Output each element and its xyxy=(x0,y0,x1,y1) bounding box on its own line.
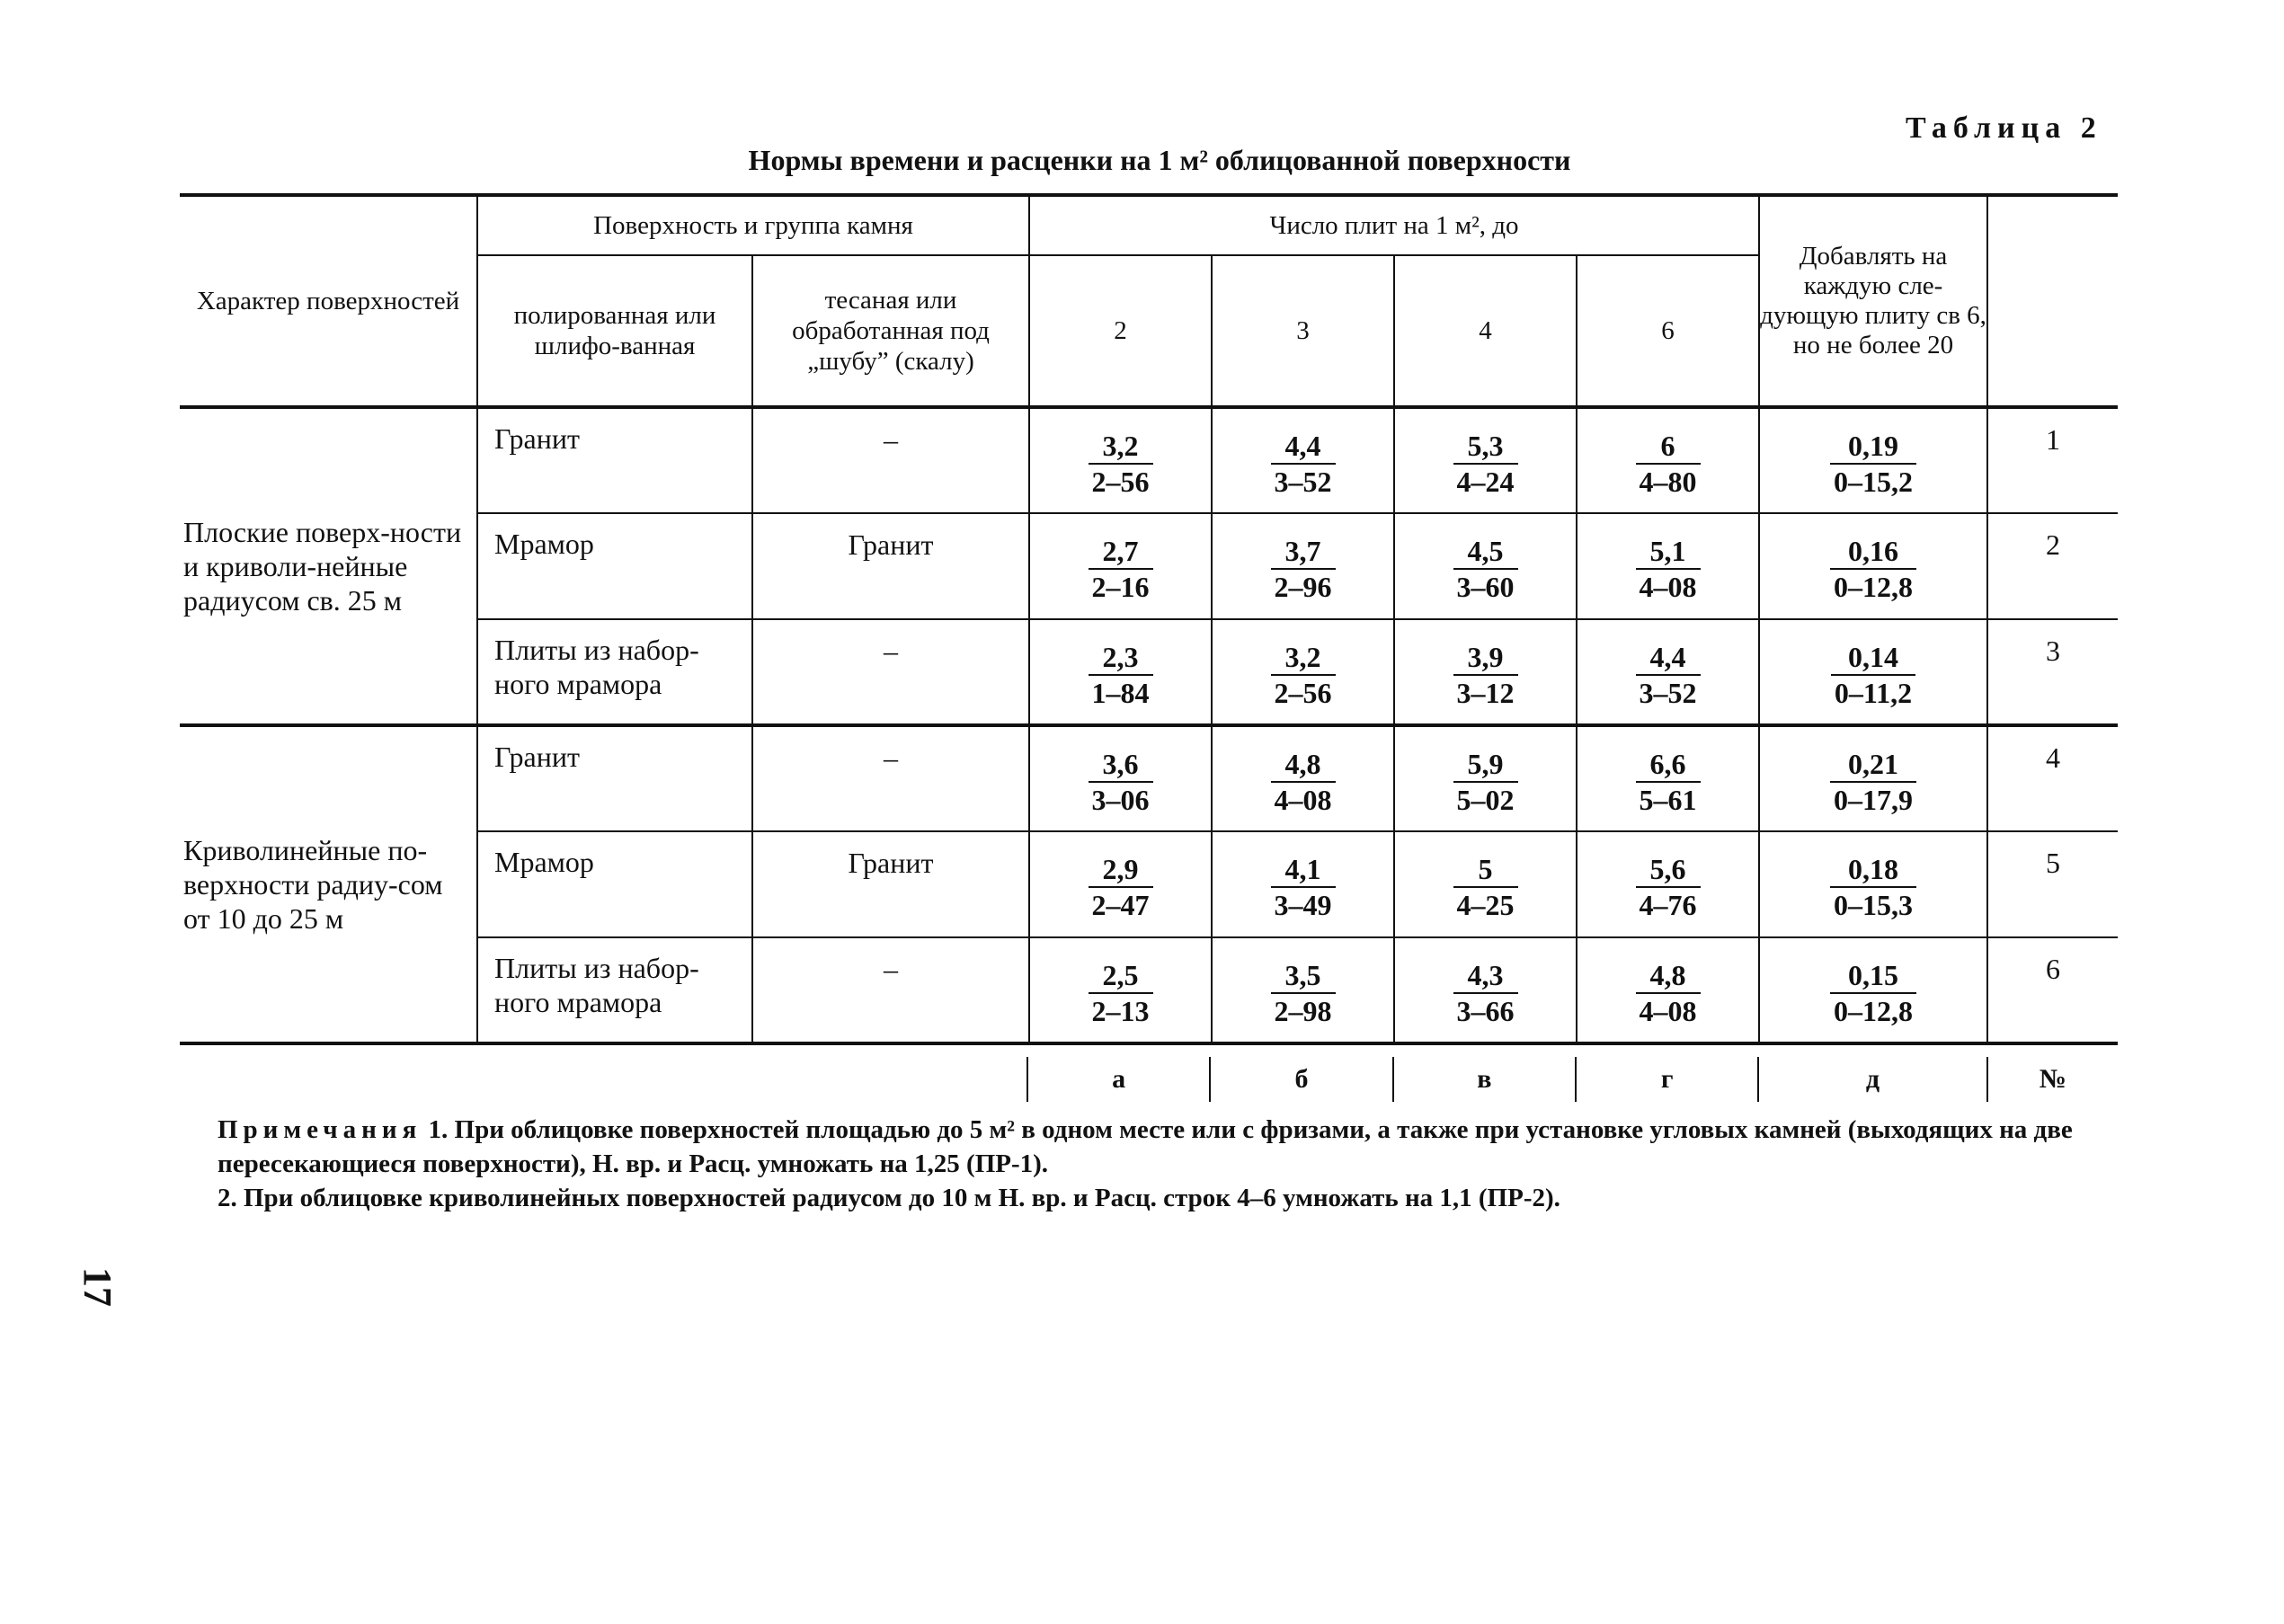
value-price: 5–02 xyxy=(1456,784,1515,816)
column-letter: а xyxy=(1027,1057,1210,1102)
value-price: 2–98 xyxy=(1274,995,1332,1027)
value-cell xyxy=(1394,937,1577,1043)
value-cell xyxy=(1577,831,1759,937)
value-price: 0–17,9 xyxy=(1834,784,1914,816)
row-polished: Мрамор xyxy=(477,513,752,619)
value-norm: 5 xyxy=(1453,852,1518,888)
value-cell xyxy=(1759,725,1987,831)
value-norm: 0,16 xyxy=(1830,534,1916,570)
value-price: 2–47 xyxy=(1091,889,1150,921)
header-character: Характер поверхностей xyxy=(180,195,477,407)
column-letter: № xyxy=(1987,1057,2118,1102)
value-cell xyxy=(1029,619,1212,725)
column-letter: б xyxy=(1210,1057,1392,1102)
value-cell xyxy=(1029,513,1212,619)
value-cell xyxy=(1759,937,1987,1043)
value-cell xyxy=(1759,513,1987,619)
value-norm: 0,18 xyxy=(1830,852,1916,888)
value-price: 4–08 xyxy=(1639,571,1697,603)
value-price: 0–15,2 xyxy=(1834,466,1914,498)
value-price: 5–61 xyxy=(1639,784,1697,816)
value-price: 4–08 xyxy=(1274,784,1332,816)
value-norm: 2,5 xyxy=(1089,958,1153,994)
value-norm: 6 xyxy=(1636,429,1701,465)
value-cell xyxy=(1029,831,1212,937)
note-1 xyxy=(180,1113,2121,1181)
value-cell xyxy=(1029,725,1212,831)
row-hewn: – xyxy=(752,407,1029,513)
row-number: 4 xyxy=(1987,725,2118,831)
value-price: 2–96 xyxy=(1274,571,1332,603)
column-letters xyxy=(1026,1057,2118,1102)
row-polished: Гранит xyxy=(477,725,752,831)
table-label: Таблица 2 xyxy=(1906,111,2102,145)
header-add-each: Добавлять на каждую сле-дующую плиту св 6, но не более 20 xyxy=(1759,195,1987,407)
value-norm: 4,4 xyxy=(1636,640,1701,676)
value-norm: 0,21 xyxy=(1830,747,1916,783)
value-cell xyxy=(1577,937,1759,1043)
row-hewn: – xyxy=(752,725,1029,831)
row-hewn: – xyxy=(752,937,1029,1043)
value-norm: 3,7 xyxy=(1271,534,1336,570)
value-norm: 3,6 xyxy=(1089,747,1153,783)
value-price: 2–56 xyxy=(1091,466,1150,498)
value-price: 0–11,2 xyxy=(1834,677,1913,709)
value-norm: 0,19 xyxy=(1830,429,1916,465)
header-plates-3: 3 xyxy=(1212,255,1394,407)
table-row xyxy=(180,407,2118,513)
row-hewn: Гранит xyxy=(752,831,1029,937)
value-price: 0–15,3 xyxy=(1834,889,1914,921)
value-price: 0–12,8 xyxy=(1834,571,1914,603)
value-norm: 5,3 xyxy=(1453,429,1518,465)
value-norm: 6,6 xyxy=(1636,747,1701,783)
note-2: 2. При облицовке криволинейных поверхностей радиусом до 10 м Н. вр. и Расц. строк 4–6 умножать на 1,1 (ПР-2). xyxy=(218,1184,1560,1212)
value-price: 2–56 xyxy=(1274,677,1332,709)
value-cell xyxy=(1212,619,1394,725)
header-plates-count: Число плит на 1 м², до xyxy=(1029,195,1759,255)
value-norm: 5,6 xyxy=(1636,852,1701,888)
value-price: 3–06 xyxy=(1091,784,1150,816)
value-cell xyxy=(1394,831,1577,937)
row-number: 2 xyxy=(1987,513,2118,619)
header-surface-group: Поверхность и группа камня xyxy=(477,195,1029,255)
value-price: 2–16 xyxy=(1091,571,1150,603)
value-cell xyxy=(1212,937,1394,1043)
value-cell xyxy=(1759,831,1987,937)
value-cell xyxy=(1577,513,1759,619)
header-number-col xyxy=(1987,195,2118,407)
value-norm: 0,15 xyxy=(1830,958,1916,994)
value-norm: 2,7 xyxy=(1089,534,1153,570)
value-cell xyxy=(1212,831,1394,937)
value-norm: 3,2 xyxy=(1271,640,1336,676)
value-norm: 0,14 xyxy=(1831,640,1915,676)
header-plates-4: 4 xyxy=(1394,255,1577,407)
value-price: 2–13 xyxy=(1091,995,1150,1027)
header-plates-6: 6 xyxy=(1577,255,1759,407)
value-norm: 2,9 xyxy=(1089,852,1153,888)
value-cell xyxy=(1212,407,1394,513)
value-price: 3–12 xyxy=(1456,677,1515,709)
row-number: 1 xyxy=(1987,407,2118,513)
column-letter: в xyxy=(1393,1057,1576,1102)
value-norm: 3,9 xyxy=(1453,640,1518,676)
row-number: 6 xyxy=(1987,937,2118,1043)
notes xyxy=(180,1113,2121,1215)
value-price: 4–76 xyxy=(1639,889,1697,921)
value-norm: 4,1 xyxy=(1271,852,1336,888)
header-row-1 xyxy=(180,195,2118,255)
value-price: 4–80 xyxy=(1639,466,1697,498)
value-cell xyxy=(1212,725,1394,831)
value-cell xyxy=(1029,407,1212,513)
value-norm: 3,5 xyxy=(1271,958,1336,994)
value-cell xyxy=(1394,725,1577,831)
row-hewn: – xyxy=(752,619,1029,725)
notes-label: Примечания xyxy=(218,1115,422,1144)
group-character-2: Криволинейные по-верхности радиу-сом от 10 до 25 м xyxy=(180,725,477,1043)
group-character-1: Плоские поверх-ности и криволи-нейные радиусом св. 25 м xyxy=(180,407,477,725)
row-hewn: Гранит xyxy=(752,513,1029,619)
row-polished: Мрамор xyxy=(477,831,752,937)
row-number: 5 xyxy=(1987,831,2118,937)
value-cell xyxy=(1759,407,1987,513)
value-cell xyxy=(1212,513,1394,619)
value-price: 3–66 xyxy=(1456,995,1515,1027)
value-price: 0–12,8 xyxy=(1834,995,1914,1027)
value-price: 3–52 xyxy=(1639,677,1697,709)
value-price: 4–25 xyxy=(1456,889,1515,921)
value-cell xyxy=(1394,407,1577,513)
value-price: 3–52 xyxy=(1274,466,1332,498)
value-price: 1–84 xyxy=(1091,677,1150,709)
value-price: 3–60 xyxy=(1456,571,1515,603)
value-cell xyxy=(1394,619,1577,725)
value-price: 3–49 xyxy=(1274,889,1332,921)
value-cell xyxy=(1394,513,1577,619)
table-row xyxy=(180,725,2118,831)
column-letter: д xyxy=(1758,1057,1986,1102)
value-norm: 3,2 xyxy=(1089,429,1153,465)
value-norm: 5,1 xyxy=(1636,534,1701,570)
value-norm: 4,4 xyxy=(1271,429,1336,465)
value-norm: 4,8 xyxy=(1636,958,1701,994)
value-cell xyxy=(1577,407,1759,513)
value-price: 4–24 xyxy=(1456,466,1515,498)
header-hewn: тесаная или обработанная под „шубу” (скалу) xyxy=(752,255,1029,407)
norms-table xyxy=(180,193,2118,1045)
column-letter: г xyxy=(1576,1057,1758,1102)
value-cell xyxy=(1029,937,1212,1043)
value-cell xyxy=(1577,725,1759,831)
header-polished: полированная или шлифо-ванная xyxy=(477,255,752,407)
value-cell xyxy=(1577,619,1759,725)
note-1-text: 1. При облицовке поверхностей площадью до 5 м² в одном месте или с фризами, а также при установке угловых камней (выходящих на две пересекающиеся поверхности), Н. вр. и Расц. умножать на 1,25 (ПР-1). xyxy=(218,1115,2073,1178)
row-number: 3 xyxy=(1987,619,2118,725)
value-norm: 2,3 xyxy=(1089,640,1153,676)
page-number: 17 xyxy=(76,1267,120,1307)
value-norm: 5,9 xyxy=(1453,747,1518,783)
value-cell xyxy=(1759,619,1987,725)
header-plates-2: 2 xyxy=(1029,255,1212,407)
row-polished: Плиты из набор-ного мрамора xyxy=(477,619,752,725)
value-price: 4–08 xyxy=(1639,995,1697,1027)
table-title: Нормы времени и расценки на 1 м² облицованной поверхности xyxy=(748,144,1571,176)
row-polished: Плиты из набор-ного мрамора xyxy=(477,937,752,1043)
value-norm: 4,5 xyxy=(1453,534,1518,570)
value-norm: 4,8 xyxy=(1271,747,1336,783)
row-polished: Гранит xyxy=(477,407,752,513)
value-norm: 4,3 xyxy=(1453,958,1518,994)
